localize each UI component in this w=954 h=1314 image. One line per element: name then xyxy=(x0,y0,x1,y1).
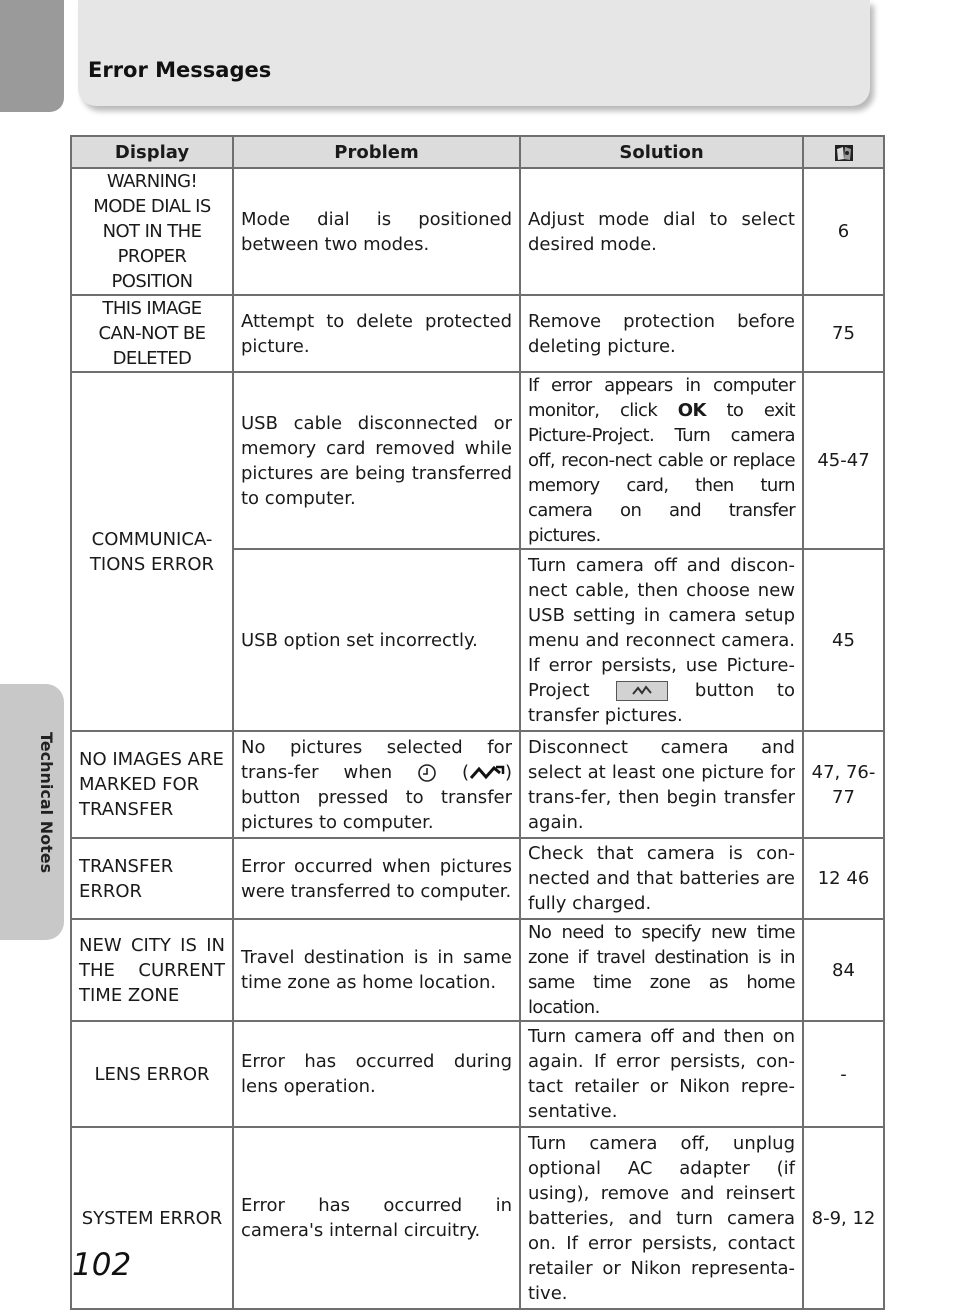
solution-text: If error appears in computer monitor, click xyxy=(528,375,795,421)
problem-cell: No pictures selected for trans-fer when ( ) button pressed to transfer pictures to computer. xyxy=(233,731,520,838)
display-cell: SYSTEM ERROR xyxy=(71,1127,233,1309)
section-title: Error Messages xyxy=(88,58,272,82)
problem-cell: Travel destination is in same time zone as home location. xyxy=(233,919,520,1021)
page-reference-cell: 47, 76-77 xyxy=(803,731,884,838)
table-header-row xyxy=(71,136,884,168)
table-row xyxy=(71,372,884,549)
page-reference-cell: - xyxy=(803,1021,884,1127)
table-row xyxy=(71,1021,884,1127)
section-header xyxy=(78,0,870,106)
page-reference-cell: 45-47 xyxy=(803,372,884,549)
side-tab-label: Technical Notes xyxy=(37,732,56,874)
problem-cell: Error has occurred in camera's internal circuitry. xyxy=(233,1127,520,1309)
display-cell: NEW CITY IS IN THE CURRENT TIME ZONE xyxy=(71,919,233,1021)
problem-cell: Error has occurred during lens operation. xyxy=(233,1021,520,1127)
column-header-solution: Solution xyxy=(520,136,803,168)
page-reference-cell: 75 xyxy=(803,295,884,372)
problem-text: button pressed to transfer pictures to computer. xyxy=(241,786,512,833)
display-cell: COMMUNICA-TIONS ERROR xyxy=(71,372,233,731)
transfer-button-icon xyxy=(469,764,505,782)
page-reference-cell: 6 xyxy=(803,168,884,295)
problem-cell: USB cable disconnected or memory card removed while pictures are being transferred to computer. xyxy=(233,372,520,549)
column-header-problem: Problem xyxy=(233,136,520,168)
display-cell: WARNING! MODE DIAL IS NOT IN THE PROPER POSITION xyxy=(71,168,233,295)
solution-cell: Disconnect camera and select at least one picture for trans-fer, then begin transfer again. xyxy=(520,731,803,838)
error-messages-table xyxy=(70,135,885,1310)
column-header-display: Display xyxy=(71,136,233,168)
top-corner-tab xyxy=(0,0,64,112)
display-cell: THIS IMAGE CAN-NOT BE DELETED xyxy=(71,295,233,372)
side-tab xyxy=(0,684,64,940)
solution-text: to exit Picture-Project. Turn camera off, recon-nect cable or replace memory card, then turn camera on and transfer pictures. xyxy=(528,400,795,546)
pictureproject-transfer-icon xyxy=(616,681,668,701)
solution-cell: Turn camera off, unplug optional AC adapter (if using), remove and reinsert batteries, and turn camera on. If error persists, contact retailer or Nikon representa-tive. xyxy=(520,1127,803,1309)
table-row xyxy=(71,295,884,372)
display-cell: TRANSFER ERROR xyxy=(71,838,233,919)
problem-text: No pictures selected for trans-fer when xyxy=(241,736,512,783)
problem-cell: USB option set incorrectly. xyxy=(233,549,520,731)
page-number: 102 xyxy=(72,1247,132,1283)
table-row xyxy=(71,919,884,1021)
column-header-reference xyxy=(803,136,884,168)
problem-cell: Error occurred when pictures were transferred to computer. xyxy=(233,838,520,919)
display-cell: NO IMAGES ARE MARKED FOR TRANSFER xyxy=(71,731,233,838)
ok-button-label: OK xyxy=(677,400,706,421)
problem-cell: Mode dial is positioned between two modes. xyxy=(233,168,520,295)
table-row xyxy=(71,1127,884,1309)
display-cell: LENS ERROR xyxy=(71,1021,233,1127)
table-row xyxy=(71,838,884,919)
transfer-mode-icon xyxy=(417,763,437,783)
page-reference-cell: 12 46 xyxy=(803,838,884,919)
solution-text: button to transfer pictures. xyxy=(528,679,795,726)
page-reference-icon xyxy=(834,143,854,163)
page-reference-cell: 84 xyxy=(803,919,884,1021)
problem-cell: Attempt to delete protected picture. xyxy=(233,295,520,372)
solution-cell: No need to specify new time zone if travel destination is in same time zone as home location. xyxy=(520,919,803,1021)
solution-cell xyxy=(520,372,803,549)
solution-cell: Adjust mode dial to select desired mode. xyxy=(520,168,803,295)
solution-cell: Remove protection before deleting picture. xyxy=(520,295,803,372)
page-reference-cell: 45 xyxy=(803,549,884,731)
solution-cell xyxy=(520,549,803,731)
solution-cell: Check that camera is con-nected and that batteries are fully charged. xyxy=(520,838,803,919)
solution-cell: Turn camera off and then on again. If error persists, con-tact retailer or Nikon repre-sentative. xyxy=(520,1021,803,1127)
solution-text: Turn camera off and discon-nect cable, then choose new USB setting in camera setup menu and reconnect camera. If error persists, use Picture-Project xyxy=(528,554,795,701)
page-reference-cell: 8-9, 12 xyxy=(803,1127,884,1309)
table-row xyxy=(71,731,884,838)
table-row xyxy=(71,168,884,295)
